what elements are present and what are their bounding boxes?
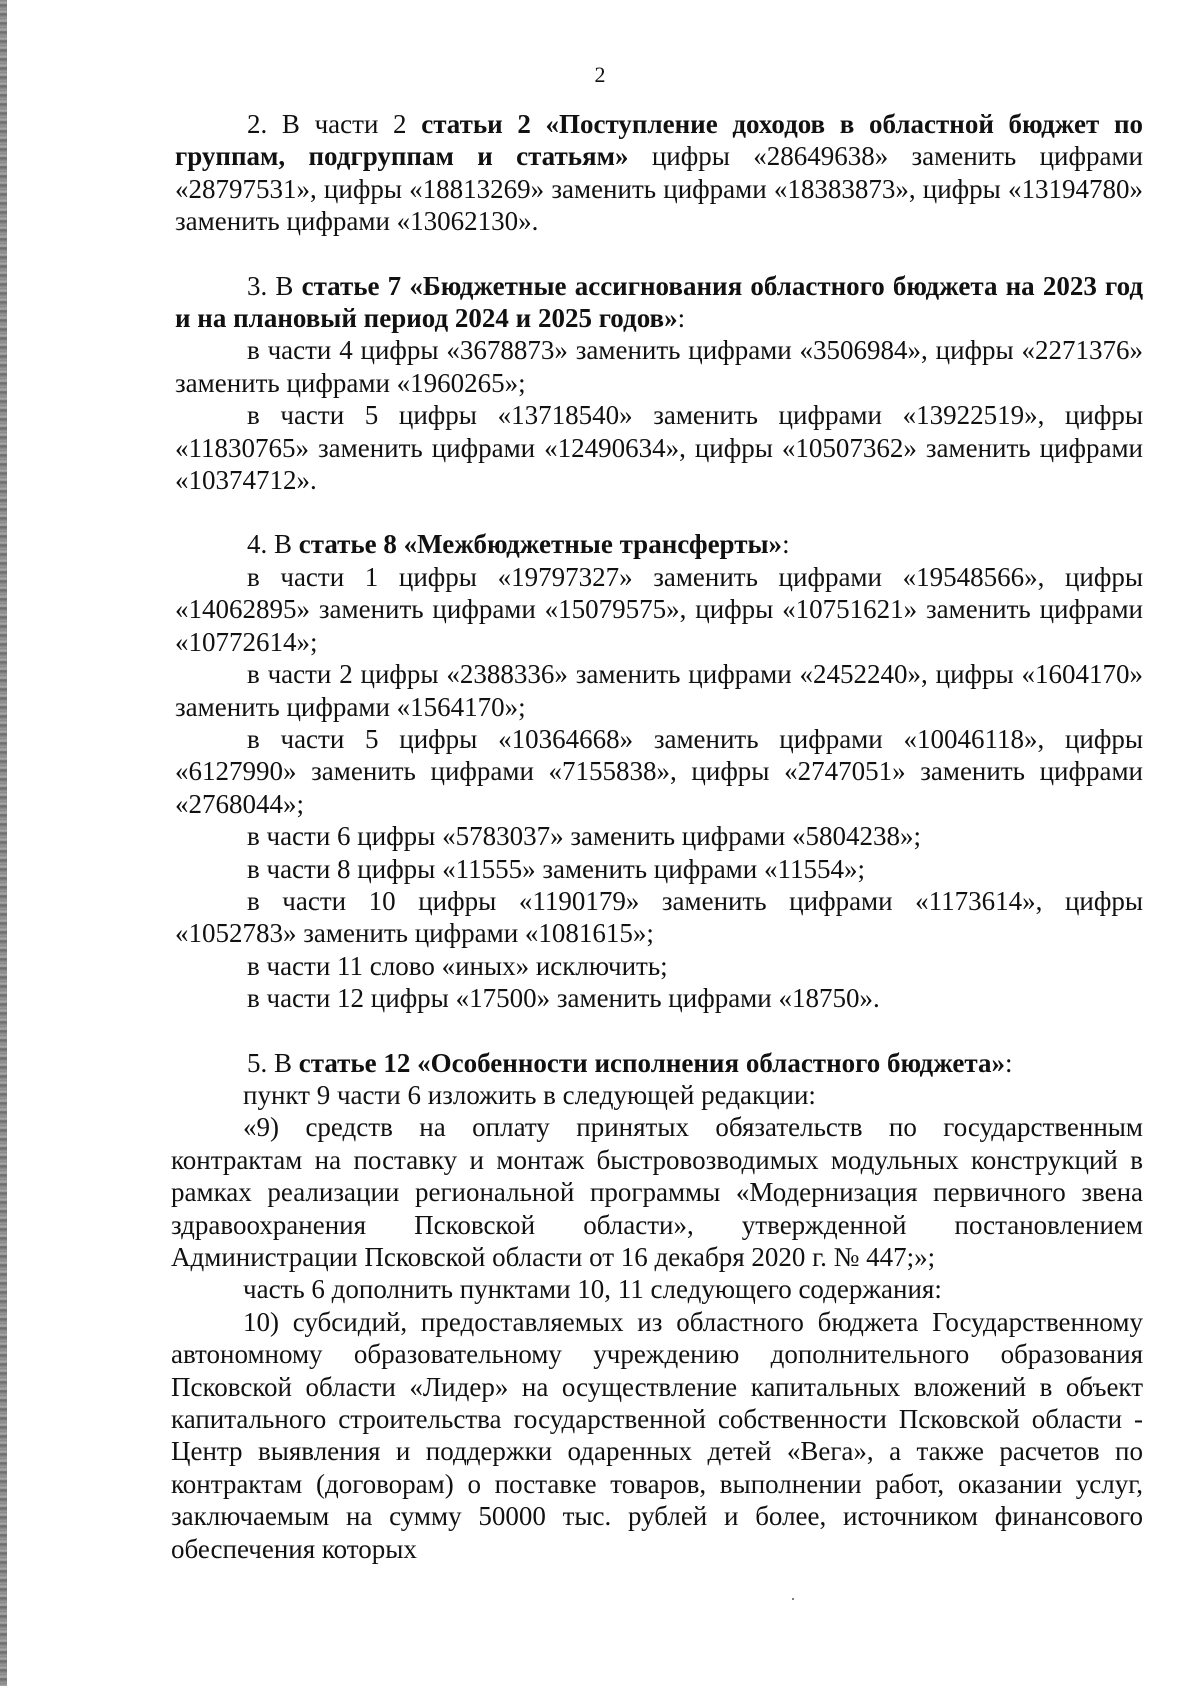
- item-3-line: в части 4 цифры «3678873» заменить цифрами «3506984», цифры «2271376» заменить цифрами «1960265»;: [175, 335, 1143, 398]
- item-4-line: в части 6 цифры «5783037» заменить цифрами «5804238»;: [247, 821, 921, 852]
- item-5-line: часть 6 дополнить пунктами 10, 11 следующего содержания:: [243, 1274, 942, 1305]
- item-4-article-title: статье 8 «Межбюджетные трансферты»: [298, 529, 783, 560]
- item-4-line: в части 5 цифры «10364668» заменить цифрами «10046118», цифры «6127990» заменить цифрами «7155838», цифры «2747051» заменить цифрами «2768044»;: [175, 723, 1143, 819]
- item-2-article-title: статьи 2 «Поступление доходов в областной бюджет по группам, подгруппам и статьям»: [175, 109, 1143, 172]
- item-4-line: в части 2 цифры «2388336» заменить цифрами «2452240», цифры «1604170» заменить цифрами «1564170»;: [175, 659, 1143, 722]
- item-4-line: в части 11 слово «иных» исключить;: [247, 950, 668, 981]
- item-5-line: 10) субсидий, предоставляемых из областного бюджета Государственному автономному образовательному учреждению дополнительного образования Псковской области «Лидер» на осуществление капитальных вложений в объект капитального строительства государственной собственности Псковской области - Центр выявления и поддержки одаренных детей «Вега», а также расчетов по контрактам (договорам) о поставке товаров, выполнении работ, оказании услуг, заключаемым на сумму 50000 тыс. рублей и более, источником финансового обеспечения которых: [171, 1306, 1143, 1564]
- scan-edge: [0, 0, 7, 1686]
- item-4-line: в части 8 цифры «11555» заменить цифрами «11554»;: [247, 853, 865, 884]
- scan-speck: [792, 1598, 794, 1600]
- item-5-body: [171, 1079, 1143, 1565]
- item-3-line: в части 5 цифры «13718540» заменить цифрами «13922519», цифры «11830765» заменить цифрами «12490634», цифры «10507362» заменить цифрами «10374712».: [175, 400, 1143, 496]
- item-4-line: в части 10 цифры «1190179» заменить цифрами «1173614», цифры «1052783» заменить цифрами «1081615»;: [175, 885, 1143, 949]
- item-4-intro: 4. В: [247, 529, 299, 560]
- item-5-article-title: статье 12 «Особенности исполнения областного бюджета»: [298, 1047, 1006, 1078]
- item-5-colon: :: [1005, 1047, 1013, 1078]
- item-5-line: пункт 9 части 6 изложить в следующей редакции:: [243, 1079, 816, 1110]
- item-5-intro: 5. В: [247, 1047, 299, 1078]
- item-2-intro: 2. В части 2: [247, 109, 422, 139]
- item-4-line: в части 12 цифры «17500» заменить цифрами «18750».: [247, 983, 880, 1014]
- item-3-article-title: статье 7 «Бюджетные ассигнования областного бюджета на 2023 год и на плановый период 2024 и 2025 годов»: [175, 270, 1143, 334]
- item-2-paragraph: [175, 108, 1143, 238]
- item-5-line: «9) средств на оплату принятых обязательств по государственным контрактам на поставку и монтаж быстровозводимых модульных конструкций в рамках реализации региональной программы «Модернизация первичного звена здравоохранения Псковской области», утвержденной постановлением Администрации Псковской области от 16 декабря 2020 г. № 447;»;: [171, 1112, 1143, 1272]
- item-2-text: цифры «28649638» заменить цифрами «28797531», цифры «18813269» заменить цифрами «18383873», цифры «13194780» заменить цифрами «13062130».: [175, 141, 1143, 237]
- document-body: [171, 108, 1143, 1565]
- item-4-colon: :: [782, 529, 790, 560]
- item-3-intro: 3. В: [247, 270, 302, 301]
- item-3-heading: [175, 270, 1143, 335]
- item-4-heading: [175, 528, 1143, 560]
- page-number: 2: [594, 62, 606, 87]
- item-3-colon: :: [677, 303, 686, 334]
- item-4-line: в части 1 цифры «19797327» заменить цифрами «19548566», цифры «14062895» заменить цифрами «15079575», цифры «10751621» заменить цифрами «10772614»;: [175, 561, 1143, 657]
- item-5-heading: [175, 1047, 1143, 1079]
